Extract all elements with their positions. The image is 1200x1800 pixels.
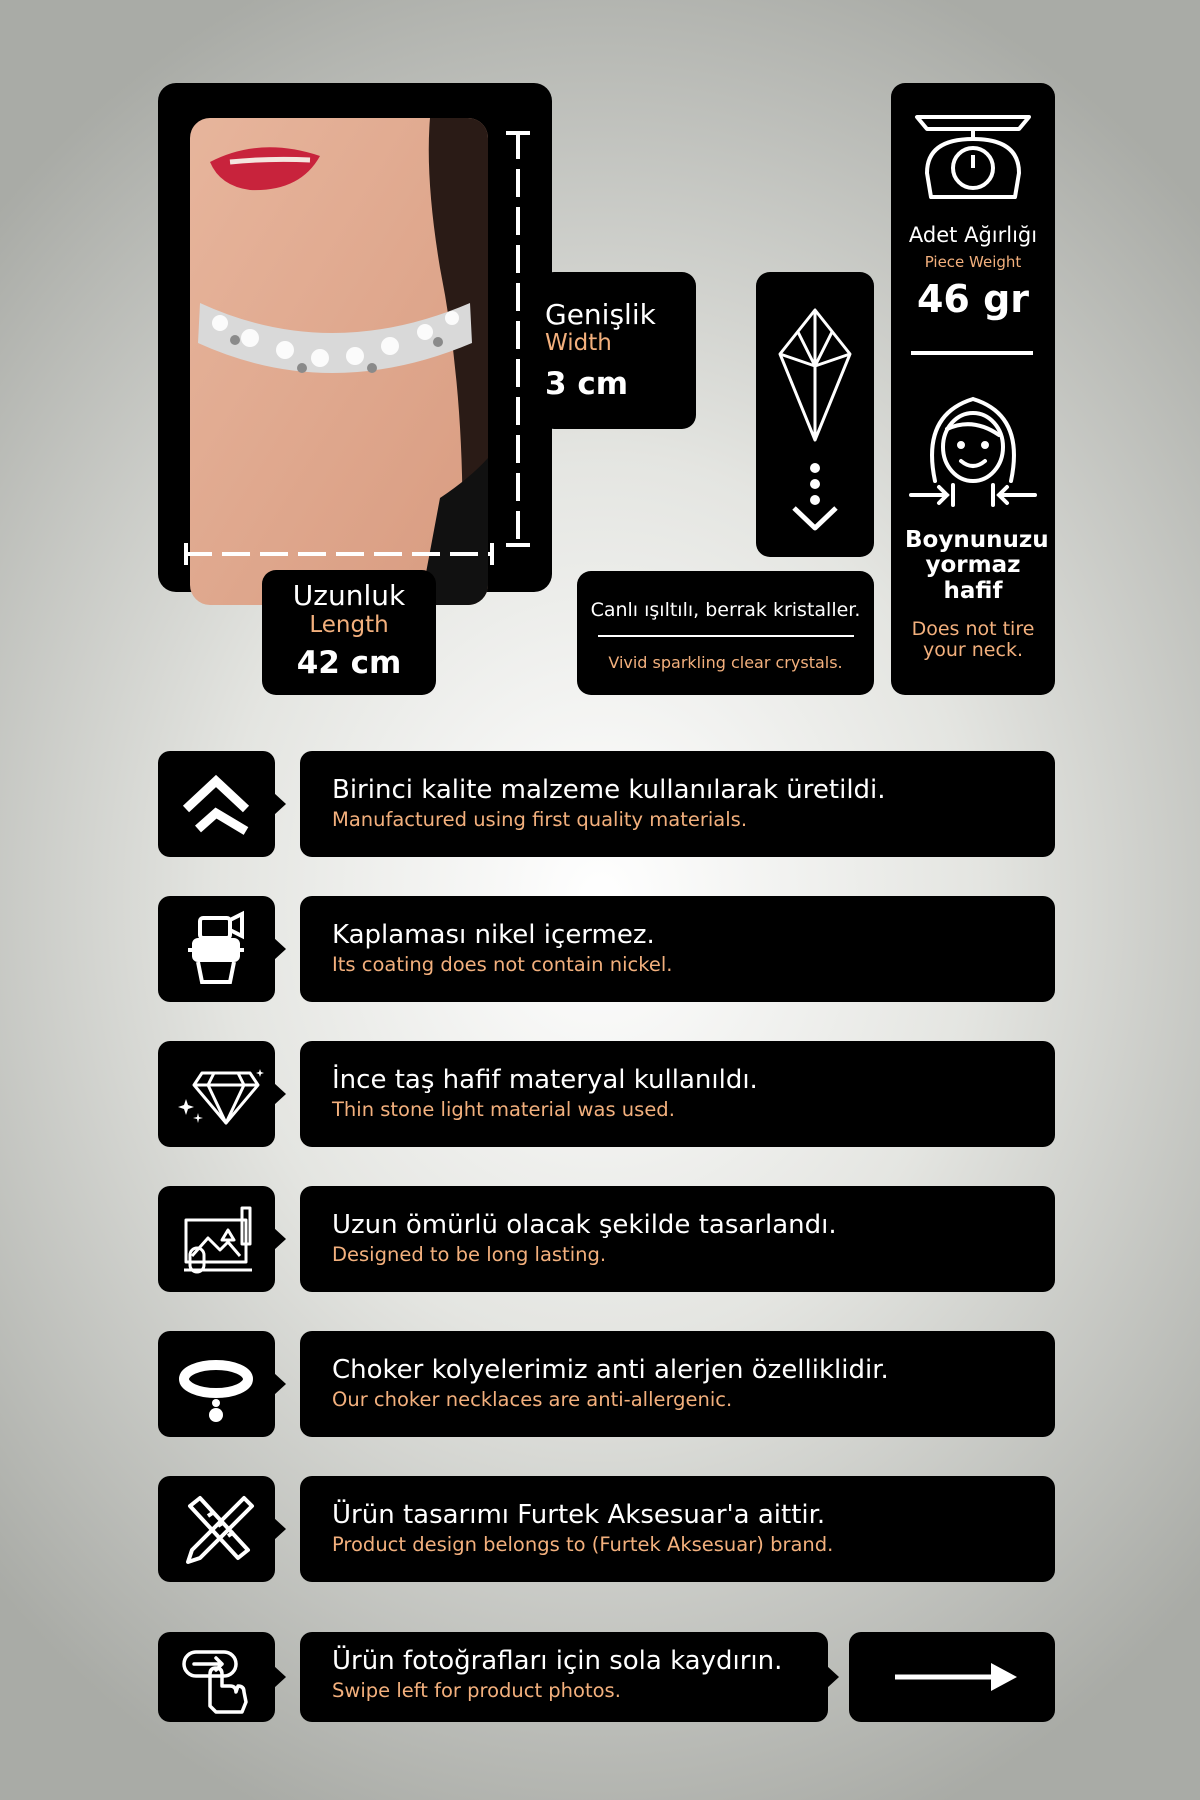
feature-icon-box-3: [158, 1041, 275, 1147]
choker-icon: [158, 1331, 275, 1437]
feature-text-box-7: [300, 1632, 828, 1722]
feature-text-tr: Ürün fotoğrafları için sola kaydırın.: [332, 1646, 783, 1676]
crystal-divider: [598, 635, 854, 637]
feature-text-en: Manufactured using first quality materials.: [332, 808, 748, 832]
feature-text-tr: Ürün tasarımı Furtek Aksesuar'a aittir.: [332, 1500, 826, 1530]
swipe-arrow-box: [849, 1632, 1055, 1722]
swipe-hand-icon: [158, 1632, 275, 1722]
diamond-icon: [158, 1041, 275, 1147]
down-arrow-icon: [794, 508, 836, 528]
product-photo: [190, 118, 488, 605]
feature-icon-box-5: [158, 1331, 275, 1437]
coating-icon: [158, 896, 275, 1002]
weight-info-panel: [891, 83, 1055, 695]
crystal-description-box: [577, 571, 874, 695]
width-ruler: [504, 131, 532, 547]
length-label-tr: Uzunluk: [292, 579, 406, 612]
feature-text-en: Product design belongs to (Furtek Aksesuar) brand.: [332, 1533, 834, 1557]
weight-divider: [911, 351, 1033, 355]
feature-text-tr: Choker kolyelerimiz anti alerjen özelliklidir.: [332, 1355, 889, 1385]
product-photo-frame: [158, 83, 552, 592]
pencil-ruler-icon: [158, 1476, 275, 1582]
feature-text-box-1: [300, 751, 1055, 857]
feature-text-en: Thin stone light material was used.: [332, 1098, 675, 1122]
feature-icon-box-7: [158, 1632, 275, 1722]
neck-text-tr: Boynunuzu yormaz hafif: [905, 527, 1049, 604]
feature-text-box-3: [300, 1041, 1055, 1147]
feature-text-tr: Birinci kalite malzeme kullanılarak üretildi.: [332, 775, 886, 805]
design-icon: [158, 1186, 275, 1292]
crystal-gem-icon: [756, 272, 874, 557]
feature-text-en: Our choker necklaces are anti-allergenic.: [332, 1388, 733, 1412]
neck-text-en: Does not tire your neck.: [911, 618, 1035, 661]
feature-text-en: Designed to be long lasting.: [332, 1243, 607, 1267]
quality-icon: [158, 751, 275, 857]
scale-icon: [891, 113, 1055, 205]
right-arrow-icon: [849, 1632, 1055, 1722]
length-value: 42 cm: [296, 644, 402, 681]
width-label-box: [540, 272, 696, 429]
feature-icon-box-6: [158, 1476, 275, 1582]
face-icon: [891, 385, 1055, 511]
length-ruler: [184, 543, 494, 565]
feature-text-box-4: [300, 1186, 1055, 1292]
crystal-text-tr: Canlı ışıltılı, berrak kristaller.: [590, 599, 861, 621]
length-label-box: [262, 570, 436, 695]
length-label-en: Length: [309, 612, 389, 639]
feature-text-box-5: [300, 1331, 1055, 1437]
feature-text-box-6: [300, 1476, 1055, 1582]
crystal-text-en: Vivid sparkling clear crystals.: [608, 653, 843, 672]
feature-text-tr: Kaplaması nikel içermez.: [332, 920, 655, 950]
weight-label-tr: Adet Ağırlığı: [908, 223, 1038, 247]
width-value: 3 cm: [545, 366, 629, 403]
feature-text-en: Its coating does not contain nickel.: [332, 953, 673, 977]
weight-value: 46 gr: [916, 277, 1030, 321]
feature-text-tr: Uzun ömürlü olacak şekilde tasarlandı.: [332, 1210, 837, 1240]
feature-icon-box-4: [158, 1186, 275, 1292]
feature-icon-box-2: [158, 896, 275, 1002]
feature-icon-box-1: [158, 751, 275, 857]
width-label-en: Width: [545, 329, 612, 356]
width-label-tr: Genişlik: [545, 298, 656, 331]
feature-text-en: Swipe left for product photos.: [332, 1679, 621, 1703]
crystal-gem-box: [756, 272, 874, 557]
feature-text-tr: İnce taş hafif materyal kullanıldı.: [332, 1065, 758, 1095]
weight-label-en: Piece Weight: [924, 253, 1022, 271]
feature-text-box-2: [300, 896, 1055, 1002]
